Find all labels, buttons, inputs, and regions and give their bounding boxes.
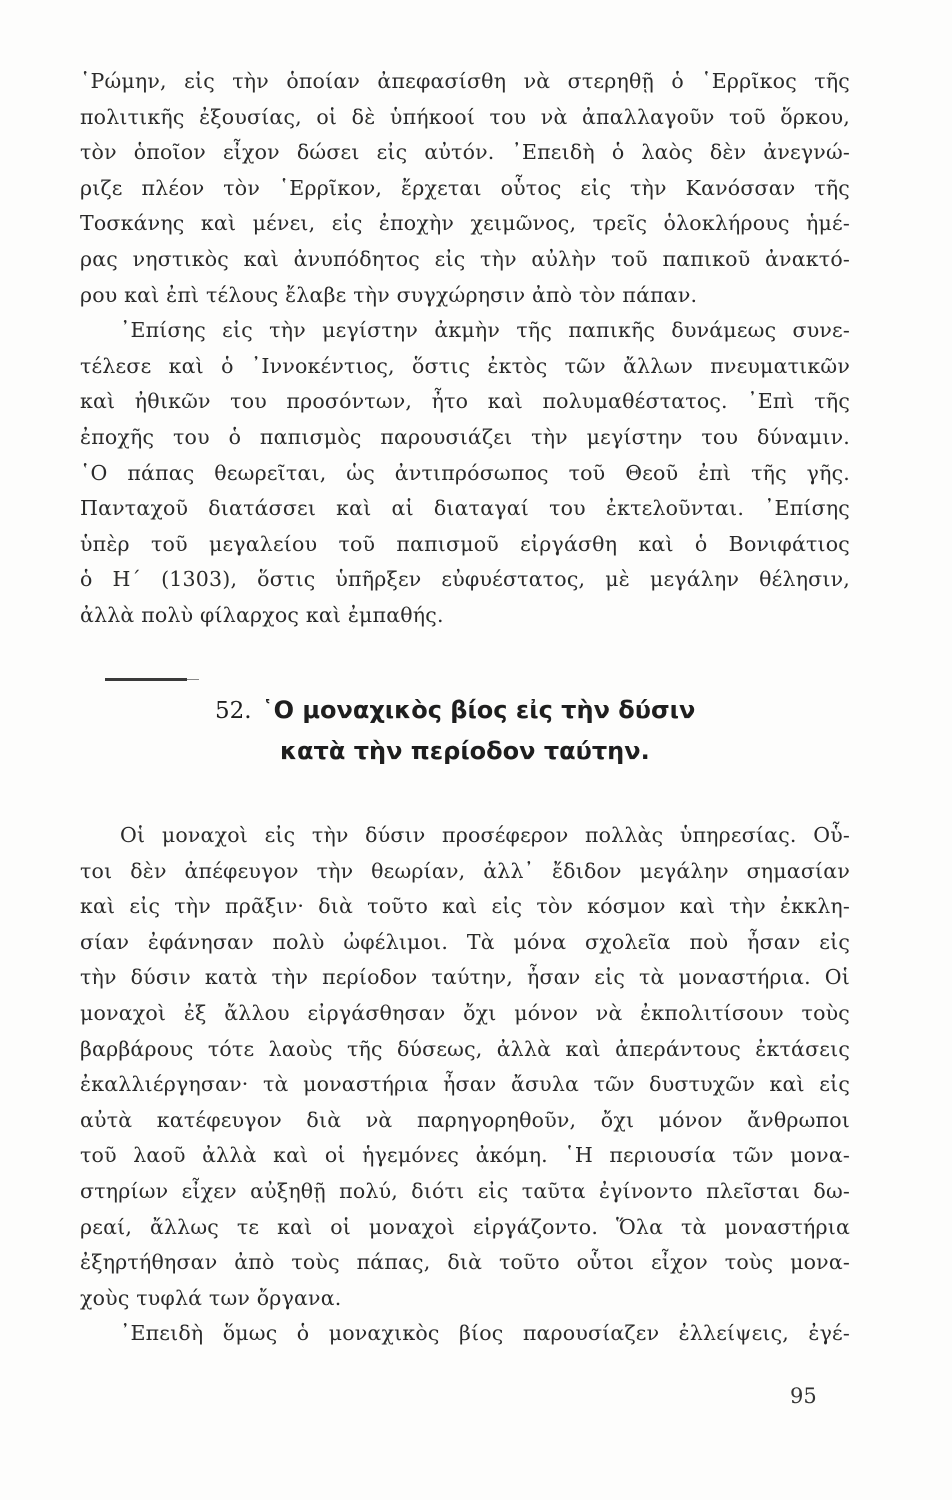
text-line: ὑπὲρ τοῦ μεγαλείου τοῦ παπισμοῦ εἰργάσθη καὶ ὁ Βονιφάτιος [80,531,850,556]
page-number: 95 [790,1384,817,1408]
text-line: ὁ Η΄ (1303), ὅστις ὑπῆρξεν εὐφυέστατος, μὲ μεγάλην θέλησιν, [80,567,850,592]
text-line: ριζε πλέον τὸν ῾Ερρῖκον, ἔρχεται οὗτος εἰς τὴν Κανόσσαν τῆς [80,175,850,200]
section-divider [105,678,187,681]
text-line: τοῦ λαοῦ ἀλλὰ καὶ οἱ ἡγεμόνες ἀκόμη. ῾Η περιουσία τῶν μονα- [80,1143,850,1168]
text-line: τὴν δύσιν κατὰ τὴν περίοδον ταύτην, ἦσαν εἰς τὰ μοναστήρια. Οἱ [80,965,850,990]
text-line: ἐκαλλιέργησαν· τὰ μοναστήρια ἦσαν ἄσυλα τῶν δυστυχῶν καὶ εἰς [80,1072,850,1097]
text-line: σίαν ἐφάνησαν πολὺ ὠφέλιμοι. Τὰ μόνα σχολεῖα ποὺ ἦσαν εἰς [80,929,850,954]
text-line: ἐξηρτήθησαν ἀπὸ τοὺς πάπας, διὰ τοῦτο οὗτοι εἶχον τοὺς μονα- [80,1250,850,1275]
section-number: 52. [215,698,252,724]
text-line: καὶ ἠθικῶν του προσόντων, ἦτο καὶ πολυμαθέστατος. ᾿Επὶ τῆς [80,389,850,414]
section-heading [215,690,775,771]
text-line: ῾Ο πάπας θεωρεῖται, ὡς ἀντιπρόσωπος τοῦ Θεοῦ ἐπὶ τῆς γῆς. [80,460,850,485]
section-title-part-2: κατὰ τὴν περίοδον ταύτην. [280,737,650,765]
text-line: ρου καὶ ἐπὶ τέλους ἔλαβε τὴν συγχώρησιν ἀπὸ τὸν πάπαν. [80,282,698,307]
text-line: τέλεσε καὶ ὁ ᾿Ιννοκέντιος, ὅστις ἐκτὸς τῶν ἄλλων πνευματικῶν [80,353,850,378]
section-title-part-1: ῾Ο μοναχικὸς βίος εἰς τὴν δύσιν [261,696,696,724]
text-line: ἐποχῆς του ὁ παπισμὸς παρουσιάζει τὴν μεγίστην του δύναμιν. [80,424,850,449]
top-paragraph [80,64,850,634]
text-line: ῾Ρώμην, εἰς τὴν ὁποίαν ἀπεφασίσθη νὰ στερηθῇ ὁ ῾Ερρῖκος τῆς [80,69,850,93]
text-line: Τοσκάνης καὶ μένει, εἰς ἐποχὴν χειμῶνος, τρεῖς ὁλοκλήρους ἡμέ- [80,211,850,236]
text-line: βαρβάρους τότε λαοὺς τῆς δύσεως, ἀλλὰ καὶ ἀπεράντους ἐκτάσεις [80,1036,850,1061]
text-line: τὸν ὁποῖον εἶχον δώσει εἰς αὐτόν. ᾿Επειδὴ ὁ λαὸς δὲν ἀνεγνώ- [80,140,850,165]
text-line: στηρίων εἶχεν αὐξηθῇ πολύ, διότι εἰς ταῦτα ἐγίνοντο πλεῖσται δω- [80,1178,850,1203]
text-line: ᾿Επειδὴ ὅμως ὁ μοναχικὸς βίος παρουσίαζεν ἐλλείψεις, ἐγέ- [120,1321,850,1346]
section-heading-line-1 [215,690,775,731]
text-line: χοὺς τυφλά των ὄργανα. [80,1285,342,1310]
text-line: αὐτὰ κατέφευγον διὰ νὰ παρηγορηθοῦν, ὄχι μόνον ἄνθρωποι [80,1107,850,1132]
text-line: ρεαί, ἄλλως τε καὶ οἱ μοναχοὶ εἰργάζοντο. Ὅλα τὰ μοναστήρια [80,1214,850,1239]
text-line: Οἱ μοναχοὶ εἰς τὴν δύσιν προσέφερον πολλὰς ὑπηρεσίας. Οὗ- [120,823,850,847]
main-paragraph [80,818,850,1352]
text-line: τοι δὲν ἀπέφευγον τὴν θεωρίαν, ἀλλ᾿ ἔδιδον μεγάλην σημασίαν [80,858,850,883]
text-line: ἀλλὰ πολὺ φίλαρχος καὶ ἐμπαθής. [80,602,444,627]
text-line: μοναχοὶ ἐξ ἄλλου εἰργάσθησαν ὄχι μόνον νὰ ἐκπολιτίσουν τοὺς [80,1000,850,1025]
text-line: πολιτικῆς ἐξουσίας, οἱ δὲ ὑπήκοοί του νὰ ἀπαλλαγοῦν τοῦ ὅρκου, [80,104,850,129]
text-line: Πανταχοῦ διατάσσει καὶ αἱ διαταγαί του ἐκτελοῦνται. ᾿Επίσης [80,496,850,521]
text-line: ᾿Επίσης εἰς τὴν μεγίστην ἀκμὴν τῆς παπικῆς δυνάμεως συνε- [120,318,850,343]
text-line: καὶ εἰς τὴν πρᾶξιν· διὰ τοῦτο καὶ εἰς τὸν κόσμον καὶ τὴν ἐκκλη- [80,894,850,919]
text-line: ρας νηστικὸς καὶ ἀνυπόδητος εἰς τὴν αὐλὴν τοῦ παπικοῦ ἀνακτό- [80,246,850,271]
